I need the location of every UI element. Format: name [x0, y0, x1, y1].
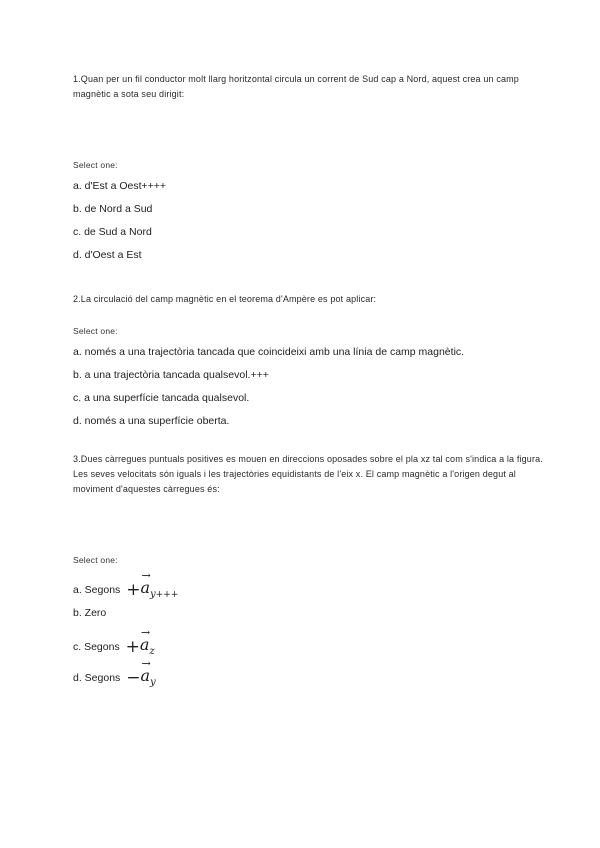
question-1-text: 1.Quan per un fil conductor molt llarg horitzontal circula un corrent de Sud cap a Nord, aquest crea un camp magnètic a sota seu dirigit:	[73, 74, 519, 99]
question-1-option-a[interactable]: a. d'Est a Oest++++	[73, 180, 167, 192]
question-3-option-a[interactable]	[73, 569, 179, 600]
unit-vector	[140, 657, 151, 685]
question-1	[73, 72, 543, 261]
vector-arrow-icon: →	[141, 569, 151, 582]
question-1-option-c[interactable]: c. de Sud a Nord	[73, 226, 152, 238]
vector-subscript: z	[149, 646, 155, 657]
option-label: a. Segons	[73, 584, 121, 596]
option-suffix: +++	[155, 590, 179, 600]
question-1-option-d[interactable]: d. d'Oest a Est	[73, 249, 142, 261]
vector-expression	[123, 626, 155, 657]
question-1-option-b[interactable]: b. de Nord a Sud	[73, 203, 153, 215]
question-2-text: 2.La circulació del camp magnètic en el teorema d'Ampère es pot aplicar:	[73, 294, 377, 304]
question-3-option-b[interactable]	[73, 607, 106, 619]
vector-symbol: a	[140, 578, 151, 597]
question-3-option-d[interactable]	[73, 657, 156, 688]
option-label: c. Segons	[73, 641, 120, 653]
option-label: d. Segons	[73, 672, 121, 684]
question-3-option-c[interactable]	[73, 626, 155, 657]
question-1-select-label: Select one:	[73, 160, 118, 170]
vector-subscript: y	[150, 677, 156, 688]
vector-arrow-icon: →	[141, 657, 151, 670]
option-label: b. Zero	[73, 607, 107, 619]
unit-vector	[140, 569, 151, 597]
vector-symbol: a	[139, 635, 150, 654]
sign: −	[126, 668, 141, 688]
question-3-select-label: Select one:	[73, 555, 118, 565]
unit-vector	[139, 626, 151, 654]
question-2-select-label: Select one:	[73, 326, 118, 336]
sign: +	[126, 580, 141, 600]
question-3-text: 3.Dues càrregues puntuals positives es mouen en direccions oposades sobre el pla xz tal com s'indica a la figura. Les seves velocitats són iguals i les trajectòries equidistants de l'eix x. El camp magnètic a l'origen degut al moviment d'aquestes càrregues és:	[73, 454, 543, 494]
question-2-option-d[interactable]: d. només a una superfície oberta.	[73, 415, 230, 427]
vector-arrow-icon: →	[140, 626, 151, 639]
vector-expression	[123, 569, 179, 600]
question-2-option-c[interactable]: c. a una superfície tancada qualsevol.	[73, 392, 250, 404]
question-2-option-b[interactable]: b. a una trajectòria tancada qualsevol.+++	[73, 369, 269, 381]
vector-expression	[123, 657, 156, 688]
question-2	[73, 292, 543, 427]
question-3	[73, 452, 543, 688]
vector-symbol: a	[140, 666, 151, 685]
question-2-option-a[interactable]: a. només a una trajectòria tancada que coincideixi amb una línia de camp magnètic.	[73, 346, 465, 358]
sign: +	[125, 637, 140, 657]
vector-subscript: y	[150, 589, 156, 600]
